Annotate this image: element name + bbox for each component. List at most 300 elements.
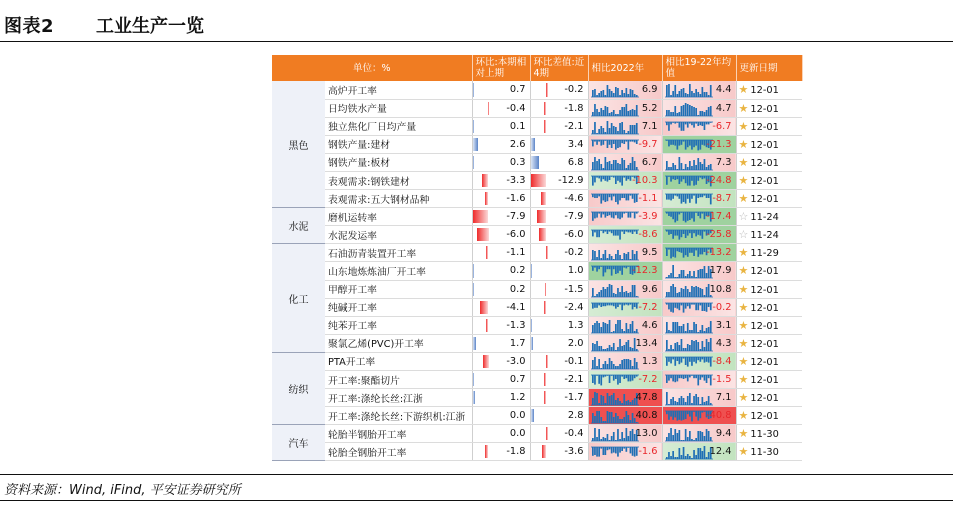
sparkline-bar [627, 140, 629, 150]
sparkline [591, 227, 639, 243]
vs2022-cell [588, 208, 662, 226]
sparkline-bar [674, 140, 676, 146]
sparkline-bar [695, 230, 697, 236]
update-date: 12-01 [750, 85, 779, 97]
sparkline-bar [610, 212, 612, 218]
diff4-value: -1.5 [564, 283, 584, 295]
sparkline-bar [615, 375, 617, 379]
sparkline-bar [697, 194, 699, 198]
sparkline-bar [621, 194, 623, 198]
sparkline-bar [672, 284, 674, 297]
sparkline-bar [606, 212, 608, 216]
sparkline-bar [612, 432, 614, 441]
sparkline-bar [680, 122, 682, 131]
sparkline-bar [617, 163, 619, 170]
sparkline-bar [606, 287, 608, 297]
update-date: 11-29 [750, 248, 779, 260]
vs1922-cell [662, 190, 736, 208]
vs2022-value: -12.3 [632, 265, 658, 277]
sparkline [591, 137, 639, 153]
sparkline [665, 155, 713, 171]
diff4-bar [531, 264, 533, 277]
indicator-name: 日均铁水产量 [325, 99, 472, 117]
sparkline-bar [670, 456, 672, 459]
vs2022-cell [588, 298, 662, 316]
sparkline-bar [617, 320, 619, 333]
wow-value: -1.6 [506, 193, 526, 205]
sparkline-bar [686, 230, 688, 236]
sparkline-bar [592, 288, 594, 297]
sparkline-bar [684, 140, 686, 150]
wow-cell [472, 81, 530, 99]
sparkline-bar [592, 250, 594, 260]
update-date-cell [736, 135, 802, 153]
sparkline-bar [697, 140, 699, 150]
update-date-cell [736, 425, 802, 443]
wow-cell [472, 334, 530, 352]
sparkline-bar [617, 429, 619, 441]
sparkline-bar [600, 164, 602, 170]
sparkline-bar [633, 254, 635, 260]
sparkline-bar [672, 435, 674, 441]
sparkline-bar [693, 93, 695, 97]
diff4-bar [544, 120, 547, 133]
sparkline-bar [693, 375, 695, 378]
sparkline-bar [606, 121, 608, 134]
table-row [272, 135, 802, 153]
indicator-name: 石油沥青装置开工率 [325, 244, 472, 262]
vs2022-value: 47.8 [635, 392, 658, 404]
sparkline-bar [600, 395, 602, 405]
update-date-cell [736, 334, 802, 352]
sparkline-bar [670, 112, 672, 116]
wow-value: 0.2 [509, 283, 526, 295]
sparkline-bar [684, 194, 686, 204]
sparkline-bar [691, 330, 693, 333]
diff4-bar [544, 391, 546, 404]
diff4-cell [530, 425, 588, 443]
sparkline-bar [666, 375, 668, 383]
update-date: 12-01 [750, 393, 779, 405]
diff4-cell [530, 153, 588, 171]
wow-header: 环比:本期相对上期 [472, 55, 530, 81]
sparkline-bar [674, 411, 676, 417]
vs2022-cell [588, 226, 662, 244]
wow-bar [473, 138, 478, 151]
sparkline-bar [612, 93, 614, 97]
sparkline-bar [615, 324, 617, 333]
sparkline-bar [686, 323, 688, 333]
sparkline-bar [689, 230, 691, 233]
sparkline-bar [703, 159, 705, 170]
sparkline-bar [627, 340, 629, 351]
sparkline-bar [689, 292, 691, 297]
sparkline-bar [684, 375, 686, 378]
wow-cell [472, 298, 530, 316]
update-date-cell [736, 443, 802, 461]
vs1922-value: 3.1 [715, 319, 732, 331]
sparkline [665, 101, 713, 117]
sparkline-bar [691, 212, 693, 218]
sparkline-bar [627, 359, 629, 369]
sparkline-bar [703, 112, 705, 116]
sparkline-bar [691, 286, 693, 297]
sparkline-bar [598, 447, 600, 457]
sparkline-bar [680, 176, 682, 182]
vs2022-cell [588, 99, 662, 117]
vs1922-value: -1.5 [712, 374, 732, 385]
sparkline-bar [596, 109, 598, 116]
vs1922-cell [662, 352, 736, 370]
sparkline-bar [686, 248, 688, 257]
vs1922-cell [662, 135, 736, 153]
sparkline-bar [602, 364, 604, 369]
sparkline-bar [621, 432, 623, 441]
table-row [272, 99, 802, 117]
vs2022-cell [588, 389, 662, 407]
sparkline-bar [684, 212, 686, 222]
indicator-name: 轮胎全钢胎开工率 [325, 443, 472, 461]
sparkline-bar [701, 325, 703, 333]
sparkline-bar [703, 402, 705, 405]
sparkline-bar [684, 176, 686, 183]
sparkline-bar [699, 330, 701, 333]
sparkline-bar [627, 329, 629, 333]
sparkline [591, 408, 639, 424]
indicator-name: 独立焦化厂日均产量 [325, 117, 472, 135]
sparkline-bar [610, 436, 612, 441]
sparkline-bar [709, 194, 711, 204]
sparkline-bar [705, 110, 707, 116]
sparkline-bar [594, 447, 596, 455]
sparkline-bar [592, 212, 594, 221]
sparkline-bar [678, 357, 680, 364]
star-icon: ★ [738, 174, 749, 188]
star-icon: ★ [738, 354, 749, 368]
diff4-value: -1.8 [564, 102, 584, 114]
sparkline-bar [686, 94, 688, 97]
sparkline-bar [600, 108, 602, 116]
sparkline-bar [635, 140, 637, 144]
sparkline-bar [672, 451, 674, 459]
sparkline-bar [592, 230, 594, 236]
sparkline-bar [668, 411, 670, 420]
sparkline-bar [619, 401, 621, 405]
sparkline-bar [699, 411, 701, 418]
diff4-bar [545, 283, 547, 296]
sparkline-bar [621, 90, 623, 97]
diff4-value: -12.9 [558, 175, 584, 187]
diff4-value: -1.7 [564, 392, 584, 404]
wow-value: 1.2 [509, 392, 526, 404]
sparkline-bar [676, 357, 678, 361]
sparkline-bar [691, 340, 693, 351]
sparkline-bar [699, 230, 701, 236]
figure-label: 图表2 [4, 16, 55, 37]
sparkline-bar [602, 110, 604, 116]
sparkline-bar [701, 194, 703, 197]
sparkline-bar [596, 437, 598, 441]
sparkline-bar [676, 375, 678, 381]
sparkline-bar [693, 357, 695, 362]
sparkline-bar [666, 110, 668, 116]
sparkline-bar [604, 250, 606, 260]
wow-bar [473, 391, 475, 404]
wow-cell [472, 171, 530, 189]
table-header-row [272, 55, 802, 81]
sparkline-bar [682, 398, 684, 405]
sparkline-bar [615, 230, 617, 236]
sparkline-bar [625, 104, 627, 116]
sparkline-bar [693, 287, 695, 297]
diff4-bar [531, 138, 535, 151]
sparkline-bar [621, 286, 623, 297]
sparkline-bar [598, 266, 600, 269]
sparkline-bar [606, 447, 608, 450]
sparkline-bar [598, 359, 600, 369]
sparkline-bar [623, 130, 625, 134]
sparkline-bar [701, 122, 703, 126]
sparkline-bar [697, 375, 699, 385]
sparkline-bar [625, 401, 627, 405]
sparkline-bar [619, 164, 621, 170]
sparkline-bar [629, 360, 631, 369]
sparkline-bar [633, 285, 635, 297]
sparkline-bar [635, 105, 637, 116]
vs1922-cell [662, 208, 736, 226]
vs1922-cell [662, 389, 736, 407]
diff4-cell [530, 316, 588, 334]
sparkline-bar [629, 266, 631, 274]
update-date-cell [736, 298, 802, 316]
sparkline-bar [682, 348, 684, 351]
sparkline-bar [697, 357, 699, 360]
wow-cell [472, 443, 530, 461]
sparkline-bar [682, 270, 684, 278]
sparkline-bar [633, 447, 635, 457]
star-icon: ★ [738, 427, 749, 441]
sparkline-bar [594, 212, 596, 218]
sparkline-bar [674, 375, 676, 382]
diff4-value: 2.0 [567, 337, 584, 349]
sparkline-bar [594, 89, 596, 97]
sparkline-bar [699, 122, 701, 125]
diff4-value: 1.0 [567, 265, 584, 277]
vs2022-cell [588, 171, 662, 189]
sparkline-bar [604, 438, 606, 441]
sparkline-bar [610, 194, 612, 200]
sparkline-bar [670, 375, 672, 378]
sparkline-bar [682, 105, 684, 116]
sparkline-bar [594, 194, 596, 198]
update-date-cell [736, 153, 802, 171]
sparkline-bar [623, 375, 625, 379]
sparkline-bar [608, 345, 610, 351]
sparkline-bar [674, 106, 676, 116]
sparkline-bar [668, 230, 670, 235]
sparkline-bar [612, 160, 614, 170]
sparkline-bar [695, 89, 697, 97]
sparkline-bar [672, 322, 674, 333]
sparkline-bar [612, 140, 614, 144]
vs2022-value: 4.6 [641, 319, 658, 331]
sparkline-bar [674, 165, 676, 170]
sparkline-bar [699, 140, 701, 150]
sparkline-bar [707, 357, 709, 363]
sparkline-bar [625, 342, 627, 351]
sparkline-bar [693, 341, 695, 351]
vs2022-cell [588, 352, 662, 370]
update-date-cell [736, 99, 802, 117]
star-icon: ★ [738, 83, 749, 97]
diff4-bar [537, 210, 547, 223]
sparkline-bar [625, 428, 627, 441]
sparkline-bar [697, 92, 699, 97]
diff4-value: -2.1 [564, 374, 584, 386]
sparkline-bar [606, 411, 608, 423]
wow-bar [473, 264, 475, 277]
sparkline-bar [619, 292, 621, 297]
sparkline-bar [623, 93, 625, 97]
sparkline-bar [674, 85, 676, 97]
sparkline-bar [608, 358, 610, 369]
sparkline-bar [686, 289, 688, 297]
diff4-bar [544, 102, 546, 115]
sparkline-bar [608, 140, 610, 145]
sparkline-bar [699, 194, 701, 197]
vs1922-value: -21.3 [706, 138, 732, 150]
sparkline-bar [619, 447, 621, 453]
sparkline-bar [629, 447, 631, 453]
sparkline-bar [631, 125, 633, 134]
sparkline-bar [703, 266, 705, 278]
sparkline-bar [709, 321, 711, 333]
vs2022-cell [588, 334, 662, 352]
sparkline-bar [606, 348, 608, 351]
sparkline-bar [631, 194, 633, 199]
sparkline-bar [680, 326, 682, 333]
source-note: 资料来源：Wind, iFind, 平安证券研究所 [4, 483, 241, 498]
sparkline-bar [594, 416, 596, 423]
update-date-cell [736, 389, 802, 407]
sparkline-bar [612, 230, 614, 236]
sparkline-bar [631, 429, 633, 441]
vs1922-value: -8.7 [712, 193, 732, 205]
sparkline-bar [705, 167, 707, 170]
sparkline-bar [615, 87, 617, 97]
vs1922-value: 4.7 [715, 102, 732, 114]
sparkline-bar [596, 366, 598, 369]
sparkline-bar [701, 432, 703, 441]
diff4-cell [530, 171, 588, 189]
sparkline-bar [678, 375, 680, 378]
wow-cell [472, 135, 530, 153]
sparkline-bar [674, 287, 676, 297]
sparkline-bar [680, 163, 682, 170]
sparkline-bar [598, 411, 600, 423]
sparkline-bar [676, 94, 678, 97]
sparkline [665, 191, 713, 207]
sparkline-bar [592, 343, 594, 351]
sparkline-bar [703, 92, 705, 97]
vs1922-cell [662, 171, 736, 189]
update-date: 12-01 [750, 103, 779, 115]
update-date-cell [736, 262, 802, 280]
sparkline [591, 282, 639, 298]
sparkline-bar [678, 157, 680, 170]
sparkline-bar [668, 433, 670, 441]
sparkline-bar [699, 448, 701, 459]
sparkline-bar [631, 321, 633, 333]
sparkline-bar [629, 89, 631, 97]
update-date: 12-01 [750, 320, 779, 332]
indicator-name: 水泥发运率 [325, 226, 472, 244]
update-date-cell [736, 171, 802, 189]
update-date: 12-01 [750, 338, 779, 350]
sparkline-bar [672, 176, 674, 179]
sparkline-bar [697, 122, 699, 126]
wow-cell [472, 117, 530, 135]
sparkline-bar [701, 164, 703, 170]
sparkline-bar [689, 357, 691, 362]
sparkline-bar [610, 447, 612, 453]
sparkline-bar [689, 140, 691, 146]
sparkline-bar [604, 157, 606, 170]
sparkline-bar [703, 122, 705, 130]
bottom-divider [0, 500, 953, 501]
sparkline-bar [672, 375, 674, 381]
sparkline-bar [627, 252, 629, 260]
sparkline [591, 101, 639, 117]
table-row [272, 280, 802, 298]
vs1922-cell [662, 280, 736, 298]
sparkline-bar [691, 91, 693, 97]
sparkline [665, 372, 713, 388]
diff4-cell [530, 262, 588, 280]
vs2022-value: 7.1 [641, 120, 658, 132]
sparkline-bar [598, 323, 600, 333]
sparkline-bar [617, 447, 619, 457]
sparkline-bar [596, 257, 598, 260]
diff4-value: 1.3 [567, 319, 584, 331]
sparkline-bar [697, 303, 699, 310]
sparkline-bar [606, 107, 608, 116]
sparkline-bar [666, 292, 668, 297]
sparkline-bar [606, 266, 608, 269]
sparkline-bar [619, 140, 621, 147]
sparkline-bar [598, 292, 600, 297]
sparkline-bar [610, 347, 612, 351]
sparkline-bar [682, 411, 684, 420]
sparkline-bar [678, 91, 680, 97]
sparkline-bar [676, 411, 678, 421]
vs2022-cell [588, 117, 662, 135]
sparkline-bar [686, 344, 688, 351]
vs1922-value: 10.8 [709, 283, 732, 295]
sparkline-bar [633, 358, 635, 369]
sparkline [665, 390, 713, 406]
diff4-value: -0.1 [564, 355, 584, 367]
sparkline-bar [678, 248, 680, 252]
vs1922-value: -0.2 [712, 301, 732, 313]
sparkline-bar [678, 176, 680, 184]
sparkline-bar [684, 230, 686, 238]
sparkline-bar [615, 254, 617, 260]
update-date-cell [736, 407, 802, 425]
vs2022-value: -8.6 [638, 229, 658, 241]
diff4-bar [544, 301, 547, 314]
sparkline-bar [617, 250, 619, 260]
